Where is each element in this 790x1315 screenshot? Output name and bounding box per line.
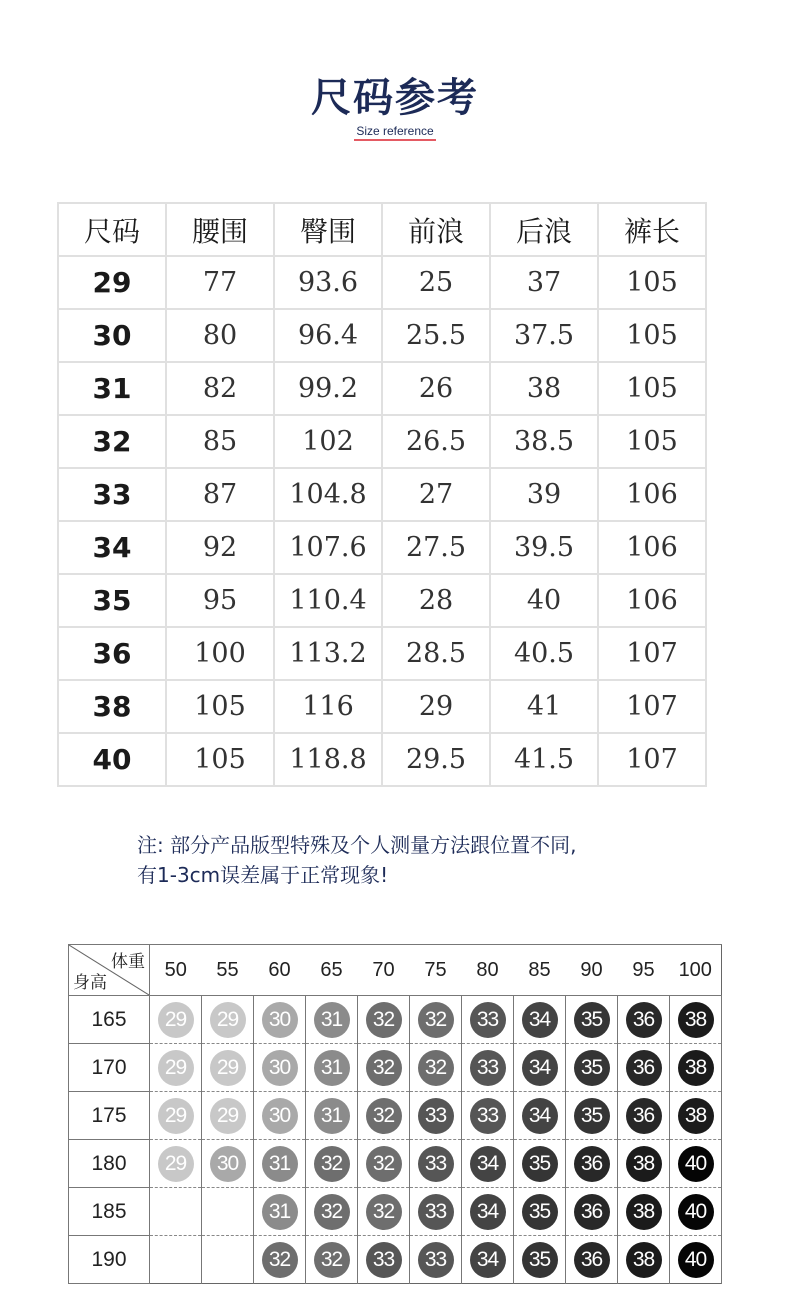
- fit-cell: [358, 1140, 410, 1188]
- size-badge: 33: [418, 1242, 454, 1278]
- measurement-cell: 39: [490, 468, 598, 521]
- size-badge: 38: [678, 1002, 714, 1038]
- note-line-1: 注: 部分产品版型特殊及个人测量方法跟位置不同,: [137, 833, 577, 857]
- size-table: [57, 202, 707, 787]
- fit-cell: [462, 996, 514, 1044]
- size-row: [58, 309, 706, 362]
- size-row: [58, 468, 706, 521]
- size-label: 35: [58, 574, 166, 627]
- measurement-cell: 82: [166, 362, 274, 415]
- size-label: 33: [58, 468, 166, 521]
- measurement-cell: 41.5: [490, 733, 598, 786]
- size-badge: 32: [314, 1146, 350, 1182]
- size-row: [58, 627, 706, 680]
- size-badge: 32: [418, 1002, 454, 1038]
- measurement-cell: 100: [166, 627, 274, 680]
- fit-cell: [150, 1140, 202, 1188]
- size-badge: 36: [574, 1242, 610, 1278]
- fit-cell: [670, 1188, 722, 1236]
- measurement-cell: 105: [598, 256, 706, 309]
- size-badge: 35: [574, 1050, 610, 1086]
- weight-column-label: 70: [358, 945, 410, 996]
- measurement-cell: 41: [490, 680, 598, 733]
- measurement-cell: 92: [166, 521, 274, 574]
- size-badge: 38: [678, 1050, 714, 1086]
- fit-cell: [566, 1188, 618, 1236]
- weight-column-label: 95: [618, 945, 670, 996]
- fit-cell: [514, 1236, 566, 1284]
- fit-cell: [254, 1140, 306, 1188]
- measurement-cell: 118.8: [274, 733, 382, 786]
- size-row: [58, 362, 706, 415]
- size-badge: 31: [262, 1146, 298, 1182]
- fit-cell: [670, 1236, 722, 1284]
- size-row: [58, 415, 706, 468]
- size-badge: 34: [522, 1098, 558, 1134]
- size-badge: 32: [418, 1050, 454, 1086]
- fit-cell: [254, 1044, 306, 1092]
- size-badge: 36: [626, 1098, 662, 1134]
- measurement-note: [137, 830, 576, 890]
- fit-cell: [462, 1236, 514, 1284]
- measurement-cell: 40: [490, 574, 598, 627]
- fit-cell: [462, 1140, 514, 1188]
- size-badge: 40: [678, 1242, 714, 1278]
- fit-cell: [306, 1044, 358, 1092]
- fit-cell: [514, 1044, 566, 1092]
- measurement-cell: 38: [490, 362, 598, 415]
- size-badge: 30: [210, 1146, 246, 1182]
- size-header-cell: 尺码: [58, 203, 166, 256]
- fit-cell: [670, 1140, 722, 1188]
- fit-cell: [202, 1092, 254, 1140]
- size-header-cell: 腰围: [166, 203, 274, 256]
- size-badge: 31: [314, 1050, 350, 1086]
- size-label: 32: [58, 415, 166, 468]
- size-label: 40: [58, 733, 166, 786]
- size-badge: 40: [678, 1194, 714, 1230]
- size-badge: 34: [470, 1194, 506, 1230]
- measurement-cell: 38.5: [490, 415, 598, 468]
- height-label: 165: [69, 996, 150, 1044]
- size-row: [58, 521, 706, 574]
- fit-cell: [670, 1092, 722, 1140]
- fit-cell: [202, 1236, 254, 1284]
- size-badge: 32: [262, 1242, 298, 1278]
- size-header-cell: 臀围: [274, 203, 382, 256]
- size-badge: 32: [314, 1194, 350, 1230]
- measurement-cell: 87: [166, 468, 274, 521]
- fit-cell: [618, 1140, 670, 1188]
- height-row: [69, 1092, 722, 1140]
- fit-cell: [514, 1092, 566, 1140]
- size-badge: 36: [626, 1002, 662, 1038]
- fit-cell: [306, 1092, 358, 1140]
- size-badge: 29: [158, 1002, 194, 1038]
- measurement-cell: 105: [166, 680, 274, 733]
- measurement-cell: 106: [598, 521, 706, 574]
- fit-cell: [618, 1236, 670, 1284]
- weight-column-label: 75: [410, 945, 462, 996]
- size-badge: 34: [470, 1242, 506, 1278]
- fit-cell: [566, 1236, 618, 1284]
- fit-cell: [670, 996, 722, 1044]
- fit-cell: [306, 1188, 358, 1236]
- fit-cell: [566, 1044, 618, 1092]
- fit-cell: [618, 996, 670, 1044]
- size-badge: 29: [210, 1050, 246, 1086]
- measurement-cell: 104.8: [274, 468, 382, 521]
- size-label: 38: [58, 680, 166, 733]
- measurement-cell: 28: [382, 574, 490, 627]
- fit-cell: [150, 996, 202, 1044]
- measurement-cell: 29: [382, 680, 490, 733]
- measurement-cell: 105: [598, 362, 706, 415]
- fit-cell: [358, 1092, 410, 1140]
- fit-cell: [670, 1044, 722, 1092]
- size-badge: 29: [210, 1002, 246, 1038]
- size-badge: 33: [418, 1098, 454, 1134]
- measurement-cell: 102: [274, 415, 382, 468]
- measurement-cell: 107: [598, 627, 706, 680]
- height-label: 185: [69, 1188, 150, 1236]
- height-axis-label: 身高: [73, 973, 107, 993]
- height-row: [69, 1044, 722, 1092]
- fit-cell: [462, 1092, 514, 1140]
- note-line-2: 有1-3cm误差属于正常现象!: [137, 863, 389, 887]
- fit-cell: [306, 996, 358, 1044]
- measurement-cell: 107: [598, 733, 706, 786]
- weight-header-row: [69, 945, 722, 996]
- size-badge: 33: [418, 1146, 454, 1182]
- page-subtitle: [0, 124, 790, 141]
- measurement-cell: 105: [598, 309, 706, 362]
- height-row: [69, 996, 722, 1044]
- size-badge: 35: [574, 1098, 610, 1134]
- size-badge: 31: [314, 1098, 350, 1134]
- measurement-cell: 37.5: [490, 309, 598, 362]
- size-badge: 34: [470, 1146, 506, 1182]
- size-badge: 33: [470, 1098, 506, 1134]
- size-label: 31: [58, 362, 166, 415]
- measurement-cell: 26.5: [382, 415, 490, 468]
- measurement-cell: 106: [598, 574, 706, 627]
- size-row: [58, 256, 706, 309]
- size-label: 34: [58, 521, 166, 574]
- size-badge: 40: [678, 1146, 714, 1182]
- chart-body: [69, 996, 722, 1284]
- measurement-cell: 116: [274, 680, 382, 733]
- fit-cell: [410, 1140, 462, 1188]
- measurement-cell: 99.2: [274, 362, 382, 415]
- size-badge: 29: [158, 1146, 194, 1182]
- fit-cell: [150, 1236, 202, 1284]
- fit-cell: [150, 1092, 202, 1140]
- fit-cell: [306, 1140, 358, 1188]
- measurement-cell: 27.5: [382, 521, 490, 574]
- fit-cell: [254, 1188, 306, 1236]
- size-badge: 32: [366, 1194, 402, 1230]
- height-label: 190: [69, 1236, 150, 1284]
- size-header-cell: 裤长: [598, 203, 706, 256]
- weight-axis-label: 体重: [111, 952, 145, 972]
- size-badge: 38: [626, 1242, 662, 1278]
- fit-cell: [514, 996, 566, 1044]
- weight-column-label: 100: [670, 945, 722, 996]
- size-badge: 33: [366, 1242, 402, 1278]
- fit-cell: [254, 996, 306, 1044]
- fit-cell: [566, 1140, 618, 1188]
- size-badge: 34: [522, 1002, 558, 1038]
- size-row: [58, 574, 706, 627]
- fit-cell: [410, 1092, 462, 1140]
- size-badge: 30: [262, 1050, 298, 1086]
- size-badge: 35: [574, 1002, 610, 1038]
- measurement-cell: 37: [490, 256, 598, 309]
- height-label: 170: [69, 1044, 150, 1092]
- size-badge: 30: [262, 1002, 298, 1038]
- fit-cell: [462, 1044, 514, 1092]
- size-badge: 32: [314, 1242, 350, 1278]
- measurement-cell: 25: [382, 256, 490, 309]
- measurement-cell: 110.4: [274, 574, 382, 627]
- size-badge: 35: [522, 1194, 558, 1230]
- fit-cell: [150, 1188, 202, 1236]
- size-header-cell: 前浪: [382, 203, 490, 256]
- measurement-cell: 105: [166, 733, 274, 786]
- size-badge: 31: [314, 1002, 350, 1038]
- measurement-cell: 106: [598, 468, 706, 521]
- size-table-header: [58, 203, 706, 256]
- measurement-cell: 26: [382, 362, 490, 415]
- weight-column-label: 55: [202, 945, 254, 996]
- size-badge: 36: [574, 1194, 610, 1230]
- size-label: 36: [58, 627, 166, 680]
- size-badge: 32: [366, 1050, 402, 1086]
- weight-column-label: 50: [150, 945, 202, 996]
- height-weight-chart: [68, 944, 722, 1284]
- measurement-cell: 39.5: [490, 521, 598, 574]
- fit-cell: [358, 1044, 410, 1092]
- fit-cell: [514, 1188, 566, 1236]
- height-label: 180: [69, 1140, 150, 1188]
- measurement-cell: 28.5: [382, 627, 490, 680]
- height-label: 175: [69, 1092, 150, 1140]
- measurement-cell: 27: [382, 468, 490, 521]
- fit-cell: [410, 996, 462, 1044]
- size-badge: 29: [158, 1050, 194, 1086]
- weight-column-label: 85: [514, 945, 566, 996]
- measurement-cell: 95: [166, 574, 274, 627]
- measurement-cell: 77: [166, 256, 274, 309]
- size-header-cell: 后浪: [490, 203, 598, 256]
- size-table-body: [58, 256, 706, 786]
- size-badge: 38: [678, 1098, 714, 1134]
- measurement-cell: 113.2: [274, 627, 382, 680]
- height-row: [69, 1236, 722, 1284]
- fit-cell: [306, 1236, 358, 1284]
- measurement-cell: 85: [166, 415, 274, 468]
- size-label: 29: [58, 256, 166, 309]
- measurement-cell: 25.5: [382, 309, 490, 362]
- measurement-cell: 105: [598, 415, 706, 468]
- fit-cell: [462, 1188, 514, 1236]
- fit-cell: [202, 1140, 254, 1188]
- fit-cell: [202, 1188, 254, 1236]
- fit-cell: [254, 1092, 306, 1140]
- size-badge: 30: [262, 1098, 298, 1134]
- size-badge: 32: [366, 1098, 402, 1134]
- fit-cell: [150, 1044, 202, 1092]
- size-badge: 29: [210, 1098, 246, 1134]
- fit-cell: [566, 996, 618, 1044]
- page-title: 尺码参考: [311, 75, 479, 121]
- size-label: 30: [58, 309, 166, 362]
- chart-corner: [69, 945, 150, 996]
- fit-cell: [410, 1236, 462, 1284]
- measurement-cell: 29.5: [382, 733, 490, 786]
- size-badge: 31: [262, 1194, 298, 1230]
- size-badge: 36: [574, 1146, 610, 1182]
- size-badge: 33: [418, 1194, 454, 1230]
- measurement-cell: 107: [598, 680, 706, 733]
- fit-cell: [358, 1236, 410, 1284]
- fit-cell: [202, 996, 254, 1044]
- measurement-cell: 40.5: [490, 627, 598, 680]
- fit-cell: [358, 1188, 410, 1236]
- height-row: [69, 1188, 722, 1236]
- fit-cell: [618, 1092, 670, 1140]
- fit-cell: [618, 1044, 670, 1092]
- size-badge: 35: [522, 1146, 558, 1182]
- weight-column-label: 80: [462, 945, 514, 996]
- weight-column-label: 90: [566, 945, 618, 996]
- fit-cell: [514, 1140, 566, 1188]
- fit-cell: [618, 1188, 670, 1236]
- measurement-cell: 107.6: [274, 521, 382, 574]
- fit-cell: [254, 1236, 306, 1284]
- height-row: [69, 1140, 722, 1188]
- size-badge: 32: [366, 1146, 402, 1182]
- size-badge: 29: [158, 1098, 194, 1134]
- size-badge: 38: [626, 1146, 662, 1182]
- subtitle-text: Size reference: [354, 124, 435, 141]
- measurement-cell: 93.6: [274, 256, 382, 309]
- size-badge: 33: [470, 1050, 506, 1086]
- measurement-cell: 80: [166, 309, 274, 362]
- measurement-cell: 96.4: [274, 309, 382, 362]
- weight-column-label: 60: [254, 945, 306, 996]
- fit-cell: [410, 1188, 462, 1236]
- size-badge: 35: [522, 1242, 558, 1278]
- size-badge: 36: [626, 1050, 662, 1086]
- size-row: [58, 680, 706, 733]
- size-row: [58, 733, 706, 786]
- fit-cell: [566, 1092, 618, 1140]
- size-badge: 38: [626, 1194, 662, 1230]
- weight-column-label: 65: [306, 945, 358, 996]
- size-badge: 32: [366, 1002, 402, 1038]
- size-badge: 33: [470, 1002, 506, 1038]
- size-badge: 34: [522, 1050, 558, 1086]
- fit-cell: [410, 1044, 462, 1092]
- fit-cell: [358, 996, 410, 1044]
- fit-cell: [202, 1044, 254, 1092]
